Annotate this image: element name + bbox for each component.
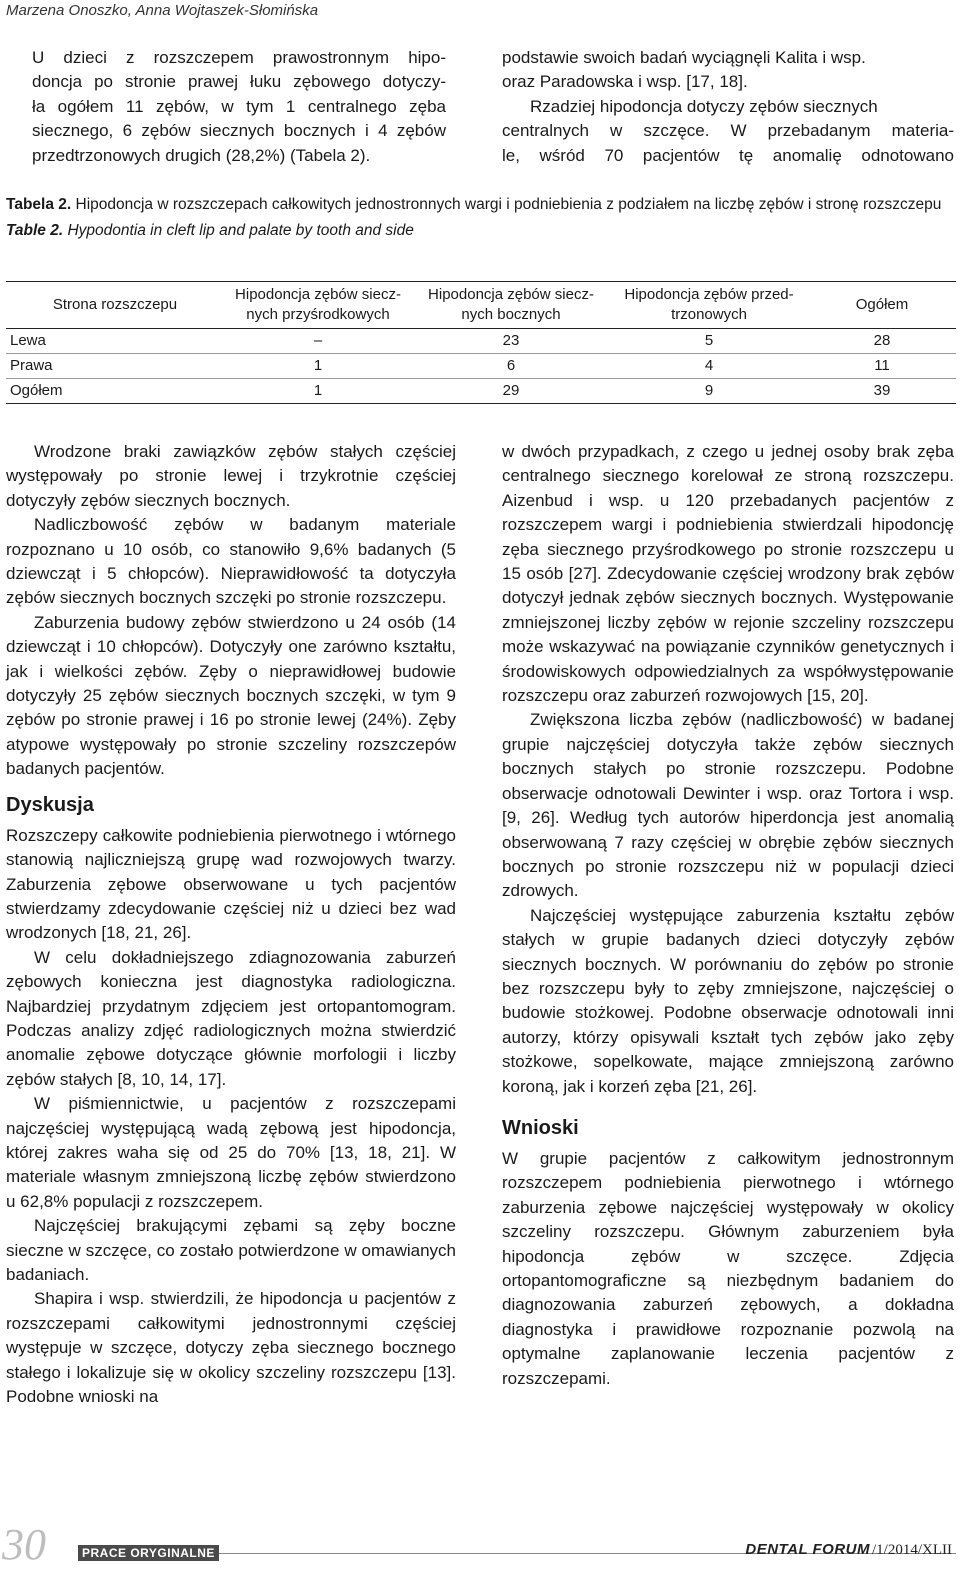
text-line: podstawie swoich badań wyciągnęli Kalita i wsp. [502,48,866,67]
text-line: doncja po stronie prawej łuku zębowego dotyczy- [32,72,446,92]
right-column [502,440,954,1391]
table-cell: Lewa [6,329,224,354]
table-cell: 29 [412,379,610,404]
journal-issue: /1/2014/XLII [872,1542,952,1558]
header-cell: Strona rozszczepu [6,282,224,329]
text-line: przedtrzonowych drugich (28,2%) (Tabela 2). [32,145,371,165]
table-cell: 28 [808,329,956,354]
left-column [6,440,456,1409]
caption-text-pl: Hipodoncja w rozszczepach całkowitych jednostronnych wargi i podniebienia z podziałem na liczbę zębów i stronę rozszczepu [71,196,942,213]
table-row [6,354,956,379]
table-cell: 6 [412,354,610,379]
text-line: ła ogółem 11 zębów, w tym 1 centralnego zęba [32,96,446,116]
table-row [6,329,956,354]
paragraph: Wrodzone braki zawiązków zębów stałych częściej występowały po stronie lewej i trzykrotnie częściej dotyczyły zębów siecznych bocznych. [6,442,456,510]
table-caption [6,194,956,242]
table-cell: 5 [610,329,808,354]
header-cell: Hipodoncja zębów przed- trzonowych [610,282,808,329]
journal-name: DENTAL FORUM [745,1541,870,1558]
table-cell: Ogółem [6,379,224,404]
table-cell: Prawa [6,354,224,379]
paragraph: w dwóch przypadkach, z czego u jednej osoby brak zęba centralnego siecznego korelował ze stroną rozszczepu. Aizenbud i wsp. u 120 przebadanych pacjentów z rozszczepem wargi i podniebienia stwierdzali hipodoncję zęba siecznego przyśrodkowego po stronie rozszczepu u 15 osób [27]. Zdecydowanie częściej wrodzony brak zębów dotyczył jednak zębów siecznych bocznych. Występowanie zmniejszonej liczby zębów w rejonie szczeliny rozszczepu może wskazywać na powiązanie czynników genetycznych i środowiskowych odpowiedzialnych za współwystępowanie rozszczepu oraz zaburzeń rozwojowych [15, 20]. [502,442,954,706]
table-row [6,379,956,404]
paragraph: Zwiększona liczba zębów (nadliczbowość) w badanej grupie najczęściej dotyczyła także zębów siecznych bocznych stałych po stronie rozszczepu. Podobne obserwacje odnotowali Dewinter i wsp. oraz Tortora i wsp. [9, 26]. Według tych autorów hiperdoncja jest anomalią obserwowaną 7 razy częściej w obrębie zębów siecznych bocznych po stronie rozszczepu niż w populacji dzieci zdrowych. [502,710,954,901]
paragraph: Rozszczepy całkowite podniebienia pierwotnego i wtórnego stanowią najliczniejszą grupę wad rozwojowych twarzy. Zaburzenia zębowe obserwowane u tych pacjentów stwierdzamy zdecydowanie częściej niż u dzieci bez wad wrodzonych [18, 21, 26]. [6,825,456,943]
header-cell: Hipodoncja zębów siecz- nych bocznych [412,282,610,329]
section-heading-dyskusja: Dyskusja [6,793,94,816]
table-caption-pl [6,194,956,216]
paragraph: Najczęściej brakującymi zębami są zęby boczne sieczne w szczęce, co zostało potwierdzone w omawianych badaniach. [6,1216,456,1284]
text-line: oraz Paradowska i wsp. [17, 18]. [502,72,748,92]
table-caption-en [6,220,956,242]
header-cell: Hipodoncja zębów siecz- nych przyśrodkowych [224,282,412,329]
section-heading-wnioski: Wnioski [502,1116,579,1139]
running-header-authors: Marzena Onoszko, Anna Wojtaszek-Słomińska [6,2,319,19]
paragraph: W piśmiennictwie, u pacjentów z rozszczepami najczęściej występującą wadą zębową jest hipodoncja, której zakres waha się od 25 do 70% [13, 18, 21]. W materiale własnym zmniejszoną liczbę zębów stwierdzono u 62,8% populacji z rozszczepem. [6,1094,456,1211]
text-line: centralnych w szczęce. W przebadanym materia- [502,121,954,141]
caption-text-en: Hypodontia in cleft lip and palate by tooth and side [63,222,414,239]
text-line: siecznego, 6 zębów siecznych bocznych i 4 zębów [32,121,446,141]
text-line: le, wśród 70 pacjentów tę anomalię odnotowano [502,145,954,165]
table-cell: 39 [808,379,956,404]
table-label-en: Table 2. [6,222,64,239]
paragraph: W grupie pacjentów z całkowitym jednostronnym rozszczepem podniebienia pierwotnego i wtórnego zaburzenia zębowe najczęściej występowały w okolicy szczeliny rozszczepu. Głównym zaburzeniem była hipodoncja zębów w szczęce. Zdjęcia ortopantomograficzne są niezbędnym badaniem do diagnozowania zaburzeń zębowych, a dokładna diagnostyka i prawidłowe rozpoznanie pozwolą na optymalne zaplanowanie leczenia pacjentów z rozszczepami. [502,1148,954,1388]
table-cell: 1 [224,354,412,379]
paragraph: W celu dokładniejszego zdiagnozowania zaburzeń zębowych konieczna jest diagnostyka radiologiczna. Najbardziej przydatnym zdjęciem jest ortopantomogram. Podczas analizy zdjęć radiologicznych można stwierdzić anomalie zębowe dotyczące głównie morfologii i liczby zębów stałych [8, 10, 14, 17]. [6,947,456,1089]
table-label-pl: Tabela 2. [6,196,72,213]
text-line: Rzadziej hipodoncja dotyczy zębów siecznych [530,96,878,116]
table-cell: 1 [224,379,412,404]
top-right-text [502,46,954,168]
header-cell: Ogółem [808,282,956,329]
footer-journal [745,1541,952,1559]
table-cell: – [224,329,412,354]
table-cell: 23 [412,329,610,354]
table-header-row [6,282,956,329]
table-cell: 4 [610,354,808,379]
paragraph: Najczęściej występujące zaburzenia kształtu zębów stałych w grupie badanych dzieci dotyczyły zębów siecznych bocznych. W porównaniu do zębów po stronie bez rozszczepu były to zęby zmniejszone, najczęściej o budowie stożkowej. Podobne obserwacje odnotowali inni autorzy, którzy opisywali kształt tych zębów jako zęby stożkowe, sopelkowate, mające zmniejszoną zarówno koroną, jak i korzeń zęba [21, 26]. [502,905,954,1096]
paragraph: Shapira i wsp. stwierdzili, że hipodoncja u pacjentów z rozszczepami całkowitymi jednostronnymi częściej występuje w szczęce, dotyczy zęba siecznego bocznego stałego i lokalizuje się w okolicy szczeliny rozszczepu [13]. Podobne wnioski na [6,1289,456,1407]
table-cell: 9 [610,379,808,404]
paragraph: Nadliczbowość zębów w badanym materiale rozpoznano u 10 osób, co stanowiło 9,6% badanych (5 dziewcząt i 5 chłopców). Nieprawidłowość ta dotyczyła zębów siecznych bocznych szczęki po stronie rozszczepu. [6,515,456,608]
page-number: 30 [2,1520,46,1569]
footer-section-label: PRACE ORYGINALNE [78,1545,219,1561]
text-line: U dzieci z rozszczepem prawostronnym hipo- [32,48,446,67]
table-cell: 11 [808,354,956,379]
hypodontia-table [6,281,956,404]
paragraph: Zaburzenia budowy zębów stwierdzono u 24 osób (14 dziewcząt i 10 chłopców). Dotyczyły one zarówno kształtu, jak i wielkości zębów. Zęby o nieprawidłowej budowie dotyczyły 25 zębów siecznych bocznych szczęki, w tym 9 zębów po stronie prawej i 16 po stronie lewej (24%). Zęby atypowe występowały po stronie szczeliny rozszczepów badanych pacjentów. [6,612,456,779]
top-left-text [32,46,446,168]
